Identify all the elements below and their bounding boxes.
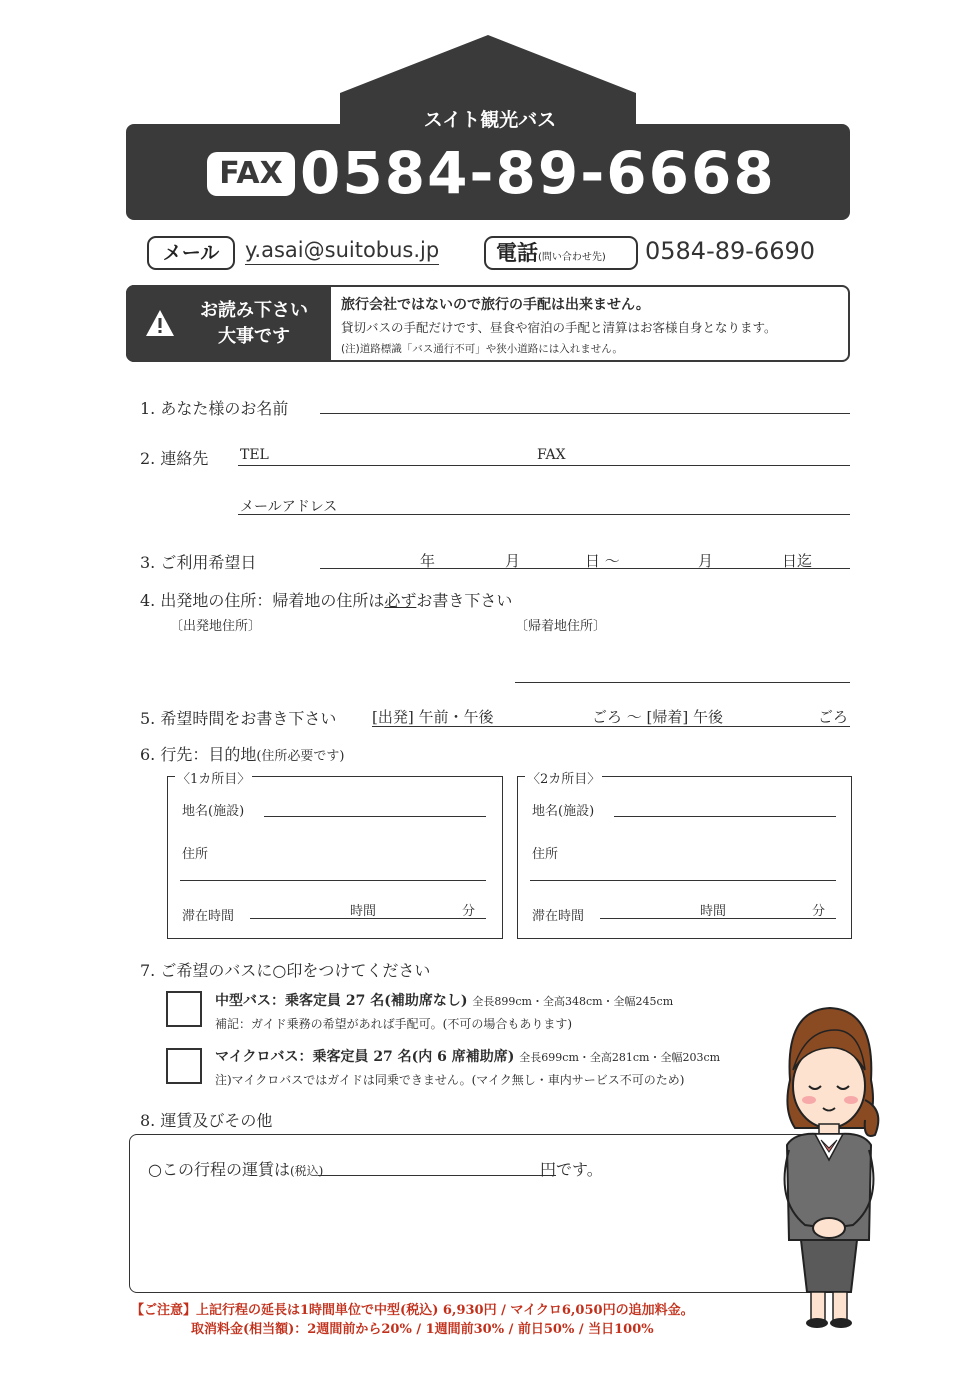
tel-note: (問い合わせ先) bbox=[538, 252, 606, 263]
q2-label: 2. 連絡先 bbox=[140, 449, 209, 468]
fare-line bbox=[148, 1157, 323, 1180]
bus2-note: 注)マイクロバスではガイドは同乗できません。(マイク無し・車内サービス不可のため) bbox=[215, 1073, 685, 1087]
dest1-place-field[interactable] bbox=[264, 816, 486, 817]
q6-label bbox=[140, 742, 345, 765]
microbus-checkbox[interactable] bbox=[166, 1048, 202, 1084]
date-field[interactable] bbox=[320, 568, 850, 569]
dest2-place-field[interactable] bbox=[614, 816, 836, 817]
dest2-hours: 時間 bbox=[700, 904, 727, 919]
time-field[interactable] bbox=[372, 726, 850, 727]
day2-label: 日迄 bbox=[782, 552, 813, 570]
mail-label: メール bbox=[147, 236, 235, 270]
q1-label: 1. あなた様のお名前 bbox=[140, 399, 289, 418]
notice-line2: 貸切バスの手配だけです、昼食や宿泊の手配と清算はお客様自身となります。 bbox=[341, 320, 777, 335]
dest1-place-label: 地名(施設) bbox=[182, 804, 245, 819]
q4-emphasis: 必ず bbox=[384, 591, 417, 610]
q6-label-text: 6. 行先：目的地 bbox=[140, 745, 257, 764]
tel-fax-field[interactable] bbox=[238, 465, 850, 466]
q4-label-post: お書き下さい bbox=[416, 591, 513, 610]
bus2-name bbox=[215, 1046, 720, 1066]
notice-line3: (注)道路標識「バス通行不可」や狭小道路には入れません。 bbox=[341, 343, 623, 355]
q8-label: 8. 運賃及びその他 bbox=[140, 1111, 273, 1130]
bus1-name-text: 中型バス：乗客定員 27 名(補助席なし) bbox=[215, 993, 468, 1009]
q4-label-pre: 4. 出発地の住所：帰着地の住所は bbox=[140, 591, 385, 610]
dest1-address-label: 住所 bbox=[182, 847, 209, 862]
tel-label-box bbox=[484, 236, 638, 270]
fax-number: 0584-89-6668 bbox=[300, 139, 776, 207]
dest2-stay-field[interactable] bbox=[600, 918, 836, 919]
q5-depart: [出発] 午前・午後 bbox=[372, 708, 494, 726]
midsize-bus-checkbox[interactable] bbox=[166, 991, 202, 1027]
warning-icon bbox=[144, 308, 176, 338]
q4-label bbox=[140, 588, 512, 611]
fare-post: 円です。 bbox=[540, 1160, 603, 1179]
bus1-name bbox=[215, 990, 673, 1010]
fax-field-label: FAX bbox=[537, 447, 566, 463]
return-address-label: 〔帰着地住所〕 bbox=[515, 619, 607, 634]
email-address[interactable]: y.asai@suitobus.jp bbox=[245, 236, 439, 265]
tel-label: 電話 bbox=[496, 241, 538, 265]
name-field[interactable] bbox=[320, 413, 850, 414]
dest2-address-label: 住所 bbox=[532, 847, 559, 862]
email-field[interactable] bbox=[238, 514, 850, 515]
dest1-minutes: 分 bbox=[462, 904, 476, 919]
return-address-field[interactable] bbox=[515, 682, 850, 683]
bus2-spec: 全長699cm・全高281cm・全幅203cm bbox=[519, 1051, 721, 1064]
company-name: スイト観光バス bbox=[423, 109, 557, 131]
q5-mid: ごろ 〜 [帰着] 午後 bbox=[592, 708, 724, 726]
q6-note: (住所必要です) bbox=[256, 749, 345, 764]
bus1-spec: 全長899cm・全高348cm・全幅245cm bbox=[472, 995, 674, 1008]
dest1-hours: 時間 bbox=[350, 904, 377, 919]
dest2-place-label: 地名(施設) bbox=[532, 804, 595, 819]
fare-field[interactable] bbox=[318, 1175, 556, 1176]
notice-title bbox=[186, 298, 322, 350]
footer-notice-line1: 【ご注意】上記行程の延長は1時間単位で中型(税込) 6,930円 / マイクロ6,050円の追加料金。 bbox=[131, 1303, 694, 1318]
fare-pre: ○この行程の運賃は bbox=[148, 1160, 290, 1179]
email-field-label: メールアドレス bbox=[240, 499, 338, 515]
notice-title-line1: お読み下さい bbox=[200, 300, 308, 321]
q3-label: 3. ご利用希望日 bbox=[140, 553, 257, 572]
depart-address-label: 〔出発地住所〕 bbox=[170, 619, 262, 634]
fax-label: FAX bbox=[207, 152, 295, 196]
fare-tax: (税込) bbox=[289, 1164, 324, 1178]
bus2-name-text: マイクロバス：乗客定員 27 名(内 6 席補助席) bbox=[215, 1049, 515, 1065]
dest1-stay-label: 滞在時間 bbox=[182, 909, 235, 924]
month2-label: 月 bbox=[698, 552, 714, 570]
dest1-stay-field[interactable] bbox=[250, 918, 486, 919]
bus1-note: 補記：ガイド乗務の希望があれば手配可。(不可の場合もあります) bbox=[215, 1017, 573, 1031]
staff-illustration bbox=[765, 1000, 895, 1330]
q7-label: 7. ご希望のバスに○印をつけてください bbox=[140, 961, 431, 980]
destination2-title: 〈2カ所目〉 bbox=[525, 768, 602, 787]
footer-notice-line2: 取消料金(相当額)：2週間前から20% / 1週間前30% / 前日50% / 当日100% bbox=[191, 1322, 654, 1337]
q5-end: ごろ bbox=[818, 708, 849, 726]
q5-label: 5. 希望時間をお書き下さい bbox=[140, 709, 337, 728]
month1-label: 月 bbox=[505, 552, 521, 570]
year-label: 年 bbox=[420, 552, 436, 570]
notice-title-line2: 大事です bbox=[218, 326, 290, 347]
dest2-minutes: 分 bbox=[812, 904, 826, 919]
destination1-title: 〈1カ所目〉 bbox=[175, 768, 252, 787]
tel-number: 0584-89-6690 bbox=[645, 237, 816, 265]
dest2-address-field[interactable] bbox=[530, 880, 836, 881]
dest2-stay-label: 滞在時間 bbox=[532, 909, 585, 924]
notice-line1: 旅行会社ではないので旅行の手配は出来ません。 bbox=[341, 297, 650, 313]
tel-field-label: TEL bbox=[240, 447, 269, 463]
dest1-address-field[interactable] bbox=[180, 880, 486, 881]
day1-label: 日 〜 bbox=[585, 552, 620, 570]
